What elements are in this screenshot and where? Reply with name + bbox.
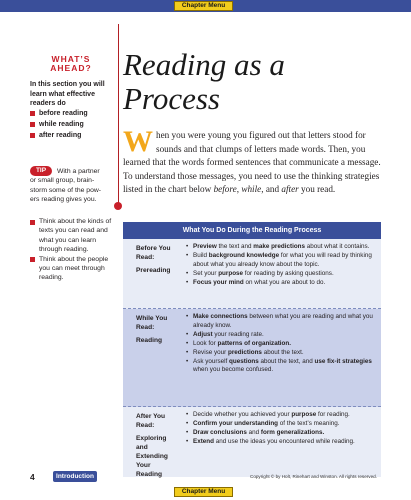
whats-ahead-heading	[30, 55, 112, 73]
list-item: while reading	[30, 119, 118, 130]
table-row: • Focus your mind on what you are about to do.	[186, 279, 378, 288]
section-items	[186, 243, 378, 288]
table-row: • Draw conclusions and form generalizations.	[186, 429, 378, 438]
paragraph-text: hen you were young you figured out that letters stood for sounds and that clumps of letters made words. Then, you learned that the words formed sentences that communicate a message. To understand those messages, you need to use the thinking strategies listed in the chart below	[123, 130, 381, 194]
section-label-phase: Prereading	[136, 267, 171, 274]
table-row: • Make connections between what you are reading and what you already know.	[186, 313, 378, 331]
table-section-before	[123, 239, 381, 309]
section-label	[136, 244, 178, 275]
tip-line: ers reading gives you.	[30, 196, 97, 204]
whats-ahead-line-2: AHEAD?	[50, 63, 92, 73]
copyright-notice: Copyright © by Holt, Rinehart and Winston. All rights reserved.	[250, 474, 377, 479]
page-title-line-1: Reading as a	[123, 47, 285, 82]
table-row: • Look for patterns of organization.	[186, 340, 378, 349]
table-row: • Build background knowledge for what you will read by thinking about what you already know about the topic.	[186, 252, 378, 270]
page-number: 4	[30, 472, 35, 482]
tip-list	[30, 217, 118, 283]
list-item: before reading	[30, 108, 118, 119]
tip-line: With a partner	[57, 168, 100, 175]
table-row: • Adjust your reading rate.	[186, 331, 378, 340]
table-row: • Confirm your understanding of the text’s meaning.	[186, 420, 378, 429]
reading-process-table	[123, 222, 381, 477]
tip-badge: TIP	[30, 166, 52, 176]
section-items	[186, 313, 378, 375]
list-item: Think about the kinds of texts you can read and what you can learn through reading.	[30, 217, 118, 255]
section-label-stage: While You Read:	[136, 315, 168, 331]
separator: ,	[236, 184, 242, 194]
emphasis-after: after	[281, 184, 299, 194]
section-label-phase: Reading	[136, 337, 163, 344]
table-title: What You Do During the Reading Process	[123, 222, 381, 239]
whats-ahead-list	[30, 108, 118, 141]
table-row: • Extend and use the ideas you encountered while reading.	[186, 438, 378, 447]
margin-divider-line	[118, 24, 119, 207]
table-row: • Ask yourself questions about the text, and use fix-it strategies when you become confused.	[186, 358, 378, 376]
section-label-phase: Exploring and Extending Your Reading	[136, 435, 168, 478]
list-item: after reading	[30, 130, 118, 141]
separator: , and	[261, 184, 282, 194]
emphasis-while: while	[241, 184, 262, 194]
tip-line: or small group, brain-	[30, 177, 95, 185]
emphasis-before: before	[213, 184, 237, 194]
page-title-line-2: Process	[123, 81, 220, 116]
table-section-after	[123, 407, 381, 477]
table-section-while	[123, 309, 381, 407]
table-row: • Revise your predictions about the text.	[186, 349, 378, 358]
introduction-link[interactable]: Introduction	[53, 471, 97, 482]
whats-ahead-intro: In this section you will learn what effective readers do	[30, 81, 105, 107]
drop-cap: W	[123, 125, 153, 158]
chapter-menu-button-bottom[interactable]: Chapter Menu	[174, 487, 233, 497]
table-row: • Preview the text and make predictions about what it contains.	[186, 243, 378, 252]
tip-line: storm some of the pow-	[30, 186, 102, 194]
section-label	[136, 314, 178, 345]
section-label-stage: Before You Read:	[136, 245, 171, 261]
page-title	[123, 48, 323, 116]
whats-ahead-line-1: WHAT’S	[51, 54, 91, 64]
section-label	[136, 412, 178, 479]
table-row: • Decide whether you achieved your purpose for reading.	[186, 411, 378, 420]
chapter-menu-button-top[interactable]: Chapter Menu	[174, 1, 233, 11]
table-row: • Set your purpose for reading by asking questions.	[186, 270, 378, 279]
section-items	[186, 411, 378, 447]
paragraph-text: you read.	[298, 184, 336, 194]
list-item: Think about the people you can meet through reading.	[30, 255, 118, 283]
section-label-stage: After You Read:	[136, 413, 166, 429]
intro-paragraph	[123, 125, 381, 197]
